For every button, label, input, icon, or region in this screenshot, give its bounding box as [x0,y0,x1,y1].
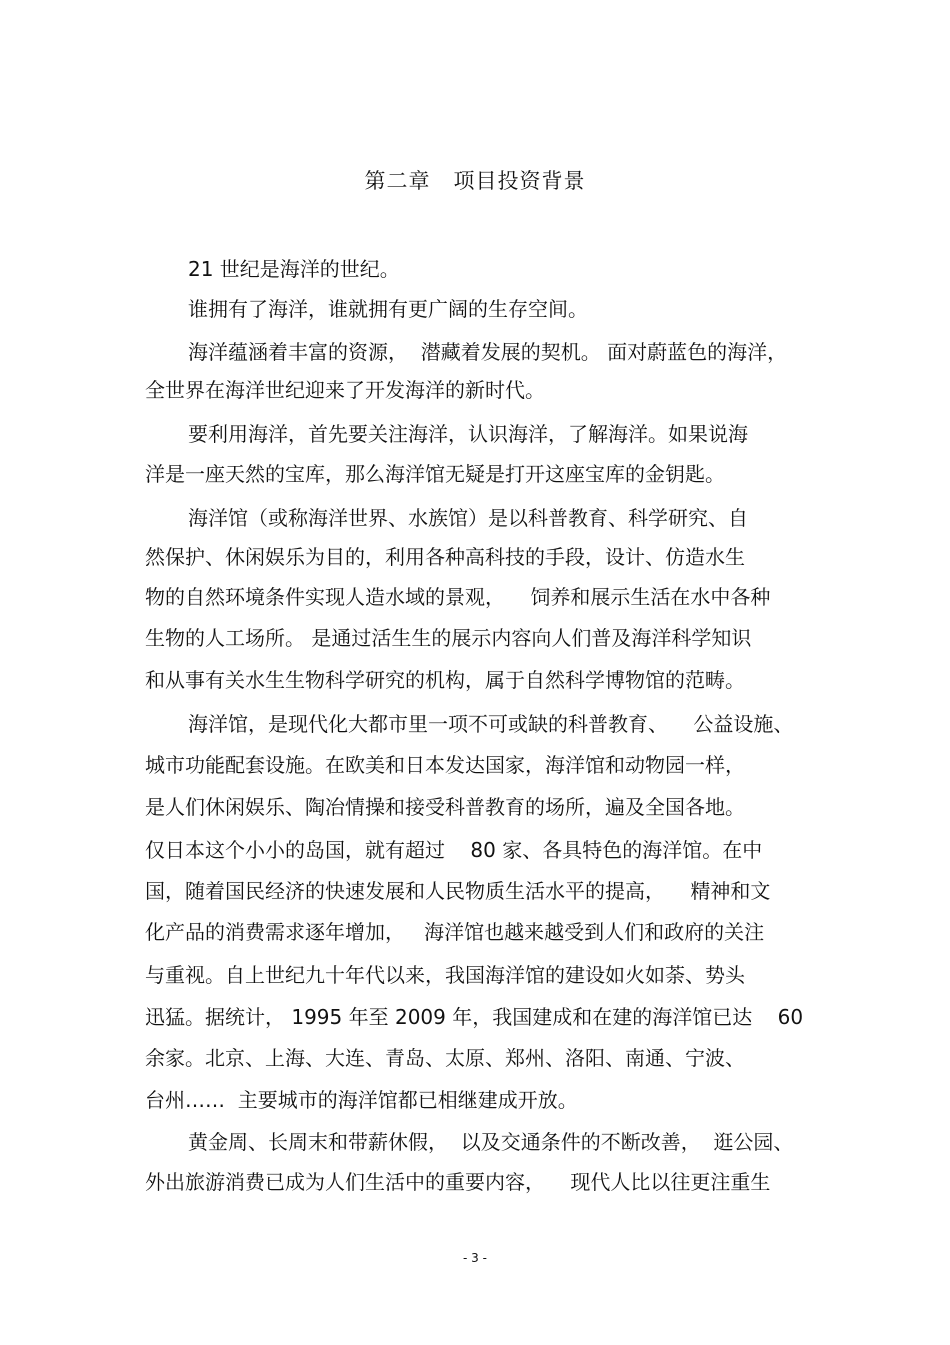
paragraph-line: 城市功能配套设施。在欧美和日本发达国家，海洋馆和动物园一样， [145,753,745,777]
paragraph-line: 和从事有关水生生物科学研究的机构，属于自然科学博物馆的范畴。 [145,668,745,692]
paragraph-line: 海洋馆（或称海洋世界、水族馆）是以科普教育、科学研究、自 [188,506,748,530]
chapter-title: 第二章 项目投资背景 [364,169,586,193]
paragraph-line: 要利用海洋，首先要关注海洋，认识海洋，了解海洋。如果说海 [188,422,748,446]
paragraph-line: 台州…… 主要城市的海洋馆都已相继建成开放。 [145,1088,578,1112]
paragraph-line: 仅日本这个小小的岛国，就有超过 80 家、各具特色的海洋馆。在中 [145,838,763,862]
paragraph-line: 余家。北京、上海、大连、青岛、太原、郑州、洛阳、南通、宁波、 [145,1046,745,1070]
paragraph-line: 迅猛。据统计， 1995 年至 2009 年，我国建成和在建的海洋馆已达 60 [145,1005,804,1029]
paragraph-line: 谁拥有了海洋，谁就拥有更广阔的生存空间。 [188,297,588,321]
paragraph-line: 化产品的消费需求逐年增加， 海洋馆也越来越受到人们和政府的关注 [145,920,765,944]
paragraph-line: 黄金周、长周末和带薪休假， 以及交通条件的不断改善， 逛公园、 [188,1130,794,1154]
paragraph-line: 海洋馆，是现代化大都市里一项不可或缺的科普教育、 公益设施、 [188,712,794,736]
paragraph-line: 物的自然环境条件实现人造水域的景观， 饲养和展示生活在水中各种 [145,585,771,609]
paragraph-line: 全世界在海洋世纪迎来了开发海洋的新时代。 [145,378,545,402]
paragraph-line: 海洋蕴涵着丰富的资源， 潜藏着发展的契机。 面对蔚蓝色的海洋， [188,340,788,364]
paragraph-line: 洋是一座天然的宝库，那么海洋馆无疑是打开这座宝库的金钥匙。 [145,462,725,486]
paragraph-line: 是人们休闲娱乐、陶冶情操和接受科普教育的场所，遍及全国各地。 [145,795,745,819]
page-number: - 3 - [463,1251,487,1265]
paragraph-line: 21 世纪是海洋的世纪。 [188,257,400,281]
paragraph-line: 与重视。自上世纪九十年代以来，我国海洋馆的建设如火如荼、势头 [145,963,745,987]
paragraph-line: 外出旅游消费已成为人们生活中的重要内容， 现代人比以往更注重生 [145,1170,771,1194]
paragraph-line: 然保护、休闲娱乐为目的，利用各种高科技的手段，设计、仿造水生 [145,545,745,569]
paragraph-line: 国，随着国民经济的快速发展和人民物质生活水平的提高， 精神和文 [145,879,771,903]
paragraph-line: 生物的人工场所。 是通过活生生的展示内容向人们普及海洋科学知识 [145,626,752,650]
